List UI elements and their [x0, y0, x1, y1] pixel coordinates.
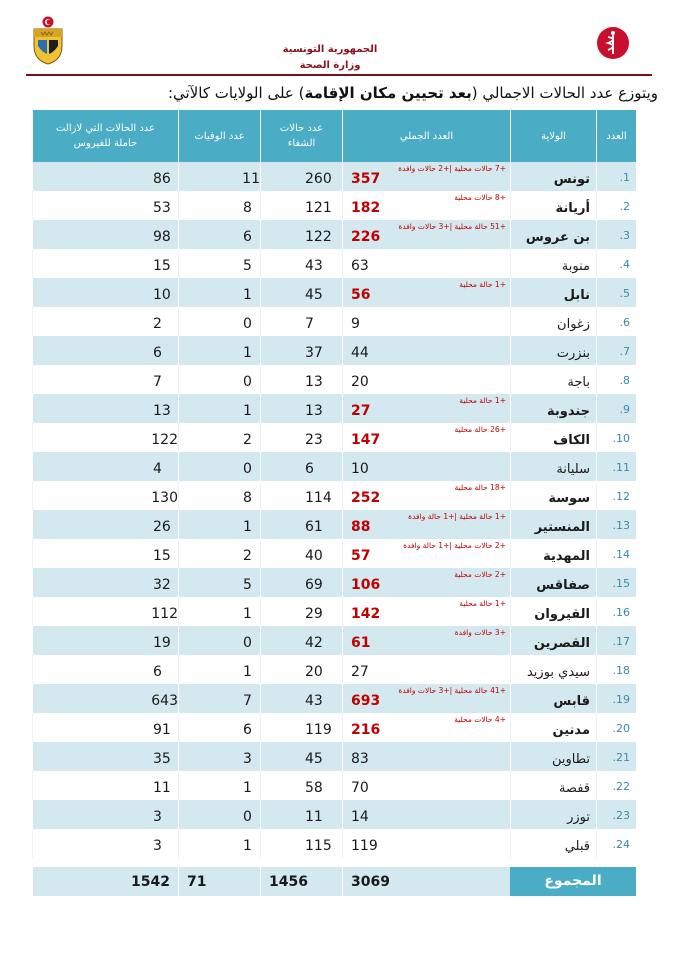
- total-cases: 147: [342, 423, 510, 452]
- total-cases: 142: [342, 597, 510, 626]
- row-number: 14.: [596, 539, 636, 568]
- governorate-name: بن عروس: [510, 220, 596, 249]
- new-cases-note: +1 حالة محلية: [459, 396, 506, 405]
- row-number: 9.: [596, 394, 636, 423]
- new-cases-note: +1 حالة محلية: [459, 280, 506, 289]
- governorate-name: مدنين: [510, 713, 596, 742]
- new-cases-note: +7 حالات محلية |+2 حالات وافدة: [398, 164, 506, 173]
- republic-name: الجمهورية التونسية: [282, 44, 378, 55]
- governorate-name: زغوان: [510, 307, 596, 336]
- table-row: [32, 365, 636, 394]
- new-cases-note: +3 حالات وافدة: [454, 628, 506, 637]
- deaths-count: 6: [178, 220, 260, 249]
- deaths-count: 8: [178, 481, 260, 510]
- deaths-count: 0: [178, 800, 260, 829]
- recovered-count: 115: [260, 829, 342, 858]
- header-divider: [26, 74, 652, 76]
- header-num: العدد: [596, 110, 636, 162]
- intro-sentence: [36, 82, 658, 104]
- table-row: [32, 249, 636, 278]
- carriers-count: 53: [32, 191, 178, 220]
- governorate-name: بنزرت: [510, 336, 596, 365]
- footer-carriers: 1542: [32, 867, 178, 896]
- carriers-count: 112: [32, 597, 178, 626]
- row-number: 22.: [596, 771, 636, 800]
- governorate-name: توزر: [510, 800, 596, 829]
- table-row: [32, 742, 636, 771]
- recovered-count: 119: [260, 713, 342, 742]
- deaths-count: 5: [178, 249, 260, 278]
- total-cases: 10: [342, 452, 510, 481]
- table-row: [32, 800, 636, 829]
- governorate-name: باجة: [510, 365, 596, 394]
- row-number: 13.: [596, 510, 636, 539]
- new-cases-note: +8 حالات محلية: [454, 193, 506, 202]
- footer-recovered: 1456: [260, 867, 342, 896]
- carriers-count: 15: [32, 249, 178, 278]
- governorate-name: تونس: [510, 162, 596, 191]
- carriers-count: 98: [32, 220, 178, 249]
- governorate-name: القصرين: [510, 626, 596, 655]
- new-cases-note: +26 حالة محلية: [454, 425, 506, 434]
- total-cases: 27: [342, 655, 510, 684]
- table-footer: [32, 867, 636, 896]
- table-row: [32, 539, 636, 568]
- header-recovered: عدد حالات الشفاء: [260, 110, 342, 162]
- recovered-count: 45: [260, 278, 342, 307]
- row-number: 17.: [596, 626, 636, 655]
- header-governorate: الولاية: [510, 110, 596, 162]
- row-number: 2.: [596, 191, 636, 220]
- total-cases: 9: [342, 307, 510, 336]
- carriers-count: 7: [32, 365, 178, 394]
- recovered-count: 7: [260, 307, 342, 336]
- carriers-count: 3: [32, 829, 178, 858]
- table-row: [32, 626, 636, 655]
- table-row: [32, 568, 636, 597]
- table-row: [32, 771, 636, 800]
- carriers-count: 4: [32, 452, 178, 481]
- table-row: [32, 510, 636, 539]
- header-total: العدد الجملي: [342, 110, 510, 162]
- intro-after: ) على الولايات كالآتي:: [168, 84, 305, 102]
- total-cases: 63: [342, 249, 510, 278]
- deaths-count: 8: [178, 191, 260, 220]
- governorate-name: صفاقس: [510, 568, 596, 597]
- row-number: 12.: [596, 481, 636, 510]
- deaths-count: 1: [178, 336, 260, 365]
- recovered-count: 43: [260, 249, 342, 278]
- recovered-count: 121: [260, 191, 342, 220]
- total-cases: 88: [342, 510, 510, 539]
- deaths-count: 5: [178, 568, 260, 597]
- total-cases: 61: [342, 626, 510, 655]
- governorate-name: سليانة: [510, 452, 596, 481]
- intro-bold: بعد تحيين مكان الإقامة: [304, 84, 472, 102]
- carriers-count: 32: [32, 568, 178, 597]
- deaths-count: 1: [178, 510, 260, 539]
- recovered-count: 13: [260, 394, 342, 423]
- recovered-count: 260: [260, 162, 342, 191]
- row-number: 18.: [596, 655, 636, 684]
- total-cases: 20: [342, 365, 510, 394]
- table-row: [32, 336, 636, 365]
- carriers-count: 15: [32, 539, 178, 568]
- row-number: 1.: [596, 162, 636, 191]
- deaths-count: 11: [178, 162, 260, 191]
- recovered-count: 45: [260, 742, 342, 771]
- carriers-count: 130: [32, 481, 178, 510]
- table-row: [32, 162, 636, 191]
- footer-deaths: 71: [178, 867, 260, 896]
- recovered-count: 42: [260, 626, 342, 655]
- total-cases: 56: [342, 278, 510, 307]
- table-row: [32, 655, 636, 684]
- table-row: [32, 307, 636, 336]
- new-cases-note: +4 حالات محلية: [454, 715, 506, 724]
- deaths-count: 1: [178, 394, 260, 423]
- total-cases: 44: [342, 336, 510, 365]
- governorate-name: تطاوين: [510, 742, 596, 771]
- deaths-count: 1: [178, 829, 260, 858]
- row-number: 15.: [596, 568, 636, 597]
- table-row: [32, 452, 636, 481]
- header-carriers: عدد الحالات التي لازالت حاملة للفيروس: [32, 110, 178, 162]
- recovered-count: 122: [260, 220, 342, 249]
- table-row: [32, 191, 636, 220]
- row-number: 3.: [596, 220, 636, 249]
- row-number: 10.: [596, 423, 636, 452]
- table-row: [32, 597, 636, 626]
- governorate-name: سوسة: [510, 481, 596, 510]
- deaths-count: 2: [178, 423, 260, 452]
- row-number: 21.: [596, 742, 636, 771]
- recovered-count: 114: [260, 481, 342, 510]
- new-cases-note: +2 حالات محلية |+1 حالة وافدة: [403, 541, 506, 550]
- ministry-health-logo-icon: [596, 26, 630, 60]
- recovered-count: 11: [260, 800, 342, 829]
- governorate-name: منوبة: [510, 249, 596, 278]
- deaths-count: 2: [178, 539, 260, 568]
- carriers-count: 122: [32, 423, 178, 452]
- new-cases-note: +1 حالة محلية |+1 حالة وافدة: [408, 512, 506, 521]
- total-cases: 693: [342, 684, 510, 713]
- total-cases: 182: [342, 191, 510, 220]
- carriers-count: 10: [32, 278, 178, 307]
- ministry-header: [270, 42, 390, 74]
- total-cases: 83: [342, 742, 510, 771]
- carriers-count: 91: [32, 713, 178, 742]
- recovered-count: 61: [260, 510, 342, 539]
- total-cases: 57: [342, 539, 510, 568]
- governorate-name: قبلي: [510, 829, 596, 858]
- total-cases: 357: [342, 162, 510, 191]
- recovered-count: 37: [260, 336, 342, 365]
- table-row: [32, 684, 636, 713]
- recovered-count: 23: [260, 423, 342, 452]
- deaths-count: 1: [178, 771, 260, 800]
- deaths-count: 7: [178, 684, 260, 713]
- new-cases-note: +2 حالات محلية: [454, 570, 506, 579]
- governorate-name: أريانة: [510, 191, 596, 220]
- governorates-table: [32, 110, 636, 896]
- row-number: 5.: [596, 278, 636, 307]
- new-cases-note: +18 حالة محلية: [454, 483, 506, 492]
- deaths-count: 0: [178, 452, 260, 481]
- row-number: 16.: [596, 597, 636, 626]
- governorate-name: نابل: [510, 278, 596, 307]
- carriers-count: 2: [32, 307, 178, 336]
- row-number: 7.: [596, 336, 636, 365]
- deaths-count: 6: [178, 713, 260, 742]
- recovered-count: 20: [260, 655, 342, 684]
- deaths-count: 3: [178, 742, 260, 771]
- carriers-count: 13: [32, 394, 178, 423]
- footer-label: المجموع: [510, 867, 636, 896]
- carriers-count: 6: [32, 336, 178, 365]
- deaths-count: 0: [178, 626, 260, 655]
- table-row: [32, 220, 636, 249]
- table-row: [32, 713, 636, 742]
- row-number: 8.: [596, 365, 636, 394]
- row-number: 11.: [596, 452, 636, 481]
- recovered-count: 58: [260, 771, 342, 800]
- row-number: 19.: [596, 684, 636, 713]
- carriers-count: 6: [32, 655, 178, 684]
- table-row: [32, 481, 636, 510]
- carriers-count: 11: [32, 771, 178, 800]
- recovered-count: 13: [260, 365, 342, 394]
- carriers-count: 19: [32, 626, 178, 655]
- new-cases-note: +51 حالة محلية |+3 حالات وافدة: [398, 222, 506, 231]
- recovered-count: 29: [260, 597, 342, 626]
- governorate-name: سيدي بوزيد: [510, 655, 596, 684]
- new-cases-note: +41 حالة محلية |+3 حالات وافدة: [398, 686, 506, 695]
- governorate-name: الكاف: [510, 423, 596, 452]
- row-number: 6.: [596, 307, 636, 336]
- row-number: 23.: [596, 800, 636, 829]
- total-cases: 106: [342, 568, 510, 597]
- total-cases: 70: [342, 771, 510, 800]
- row-number: 4.: [596, 249, 636, 278]
- total-cases: 226: [342, 220, 510, 249]
- ministry-name: وزارة الصحة: [299, 60, 361, 71]
- table-row: [32, 829, 636, 858]
- deaths-count: 0: [178, 307, 260, 336]
- governorate-name: قابس: [510, 684, 596, 713]
- carriers-count: 86: [32, 162, 178, 191]
- footer-total: 3069: [342, 867, 510, 896]
- recovered-count: 43: [260, 684, 342, 713]
- intro-before: ويتوزع عدد الحالات الاجمالي (: [471, 84, 658, 102]
- table-header: [32, 110, 636, 162]
- carriers-count: 35: [32, 742, 178, 771]
- governorate-name: المنستير: [510, 510, 596, 539]
- total-cases: 119: [342, 829, 510, 858]
- row-number: 20.: [596, 713, 636, 742]
- total-cases: 252: [342, 481, 510, 510]
- header-deaths: عدد الوفيات: [178, 110, 260, 162]
- carriers-count: 643: [32, 684, 178, 713]
- deaths-count: 1: [178, 278, 260, 307]
- deaths-count: 0: [178, 365, 260, 394]
- total-cases: 27: [342, 394, 510, 423]
- total-cases: 14: [342, 800, 510, 829]
- table-row: [32, 423, 636, 452]
- recovered-count: 6: [260, 452, 342, 481]
- governorate-name: جندوبة: [510, 394, 596, 423]
- governorate-name: المهدية: [510, 539, 596, 568]
- carriers-count: 3: [32, 800, 178, 829]
- deaths-count: 1: [178, 655, 260, 684]
- governorate-name: القيروان: [510, 597, 596, 626]
- tunisia-coat-of-arms-icon: [30, 16, 66, 66]
- carriers-count: 26: [32, 510, 178, 539]
- table-row: [32, 394, 636, 423]
- new-cases-note: +1 حالة محلية: [459, 599, 506, 608]
- deaths-count: 1: [178, 597, 260, 626]
- table-row: [32, 278, 636, 307]
- total-cases: 216: [342, 713, 510, 742]
- recovered-count: 40: [260, 539, 342, 568]
- recovered-count: 69: [260, 568, 342, 597]
- row-number: 24.: [596, 829, 636, 858]
- governorate-name: قفصة: [510, 771, 596, 800]
